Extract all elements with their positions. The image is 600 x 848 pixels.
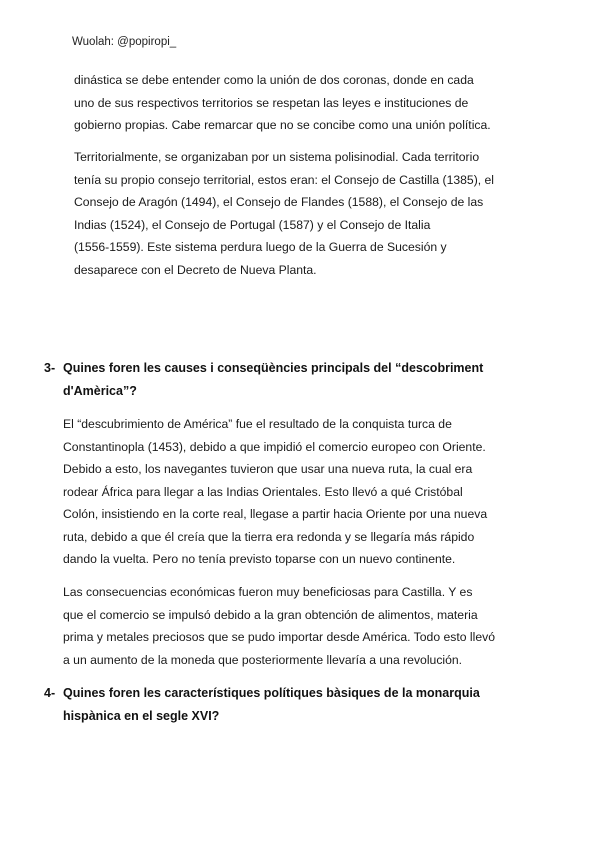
text-line: Colón, insistiendo en la corte real, llegase a partir hacia Oriente por una nueva (63, 507, 488, 521)
paragraph-descubrimiento (63, 413, 543, 571)
text-line: prima y metales preciosos que se pudo importar desde América. Todo esto llevó (63, 630, 495, 644)
paragraph-territorial (74, 146, 536, 281)
question-line: Quines foren les causes i conseqüències principals del “descobriment (63, 361, 484, 375)
text-line: Constantinopla (1453), debido a que impidió el comercio europeo con Oriente. (63, 439, 486, 454)
text-line: uno de sus respectivos territorios se respetan las leyes e instituciones de (74, 95, 469, 110)
question-number: 3- (44, 361, 56, 375)
text-line: Indias (1524), el Consejo de Portugal (1587) y el Consejo de Italia (74, 217, 431, 232)
question-number: 4- (44, 686, 56, 700)
question-line: d'Amèrica”? (63, 383, 137, 398)
question-line: Quines foren les característiques polítiques bàsiques de la monarquia (63, 686, 480, 700)
text-line: Las consecuencias económicas fueron muy beneficiosas para Castilla. Y es (63, 585, 473, 599)
header-watermark: Wuolah: @popiropi_ (72, 36, 177, 48)
text-line: gobierno propias. Cabe remarcar que no se concibe como una unión política. (74, 118, 491, 132)
text-line: desaparece con el Decreto de Nueva Planta. (74, 262, 317, 277)
paragraph-dinastica (74, 69, 536, 137)
question-line: hispànica en el segle XVI? (63, 708, 220, 723)
text-line: (1556-1559). Este sistema perdura luego de la Guerra de Sucesión y (74, 240, 447, 254)
text-line: El “descubrimiento de América” fue el resultado de la conquista turca de (63, 417, 452, 431)
text-line: ruta, debido a que él creía que la tierra era redonda y se llegaría más rápido (63, 529, 475, 544)
text-line: dando la vuelta. Pero no tenía previsto toparse con un nuevo continente. (63, 552, 456, 566)
question-3-heading (44, 357, 544, 402)
text-line: que el comercio se impulsó debido a la gran obtención de alimentos, materia (63, 607, 478, 622)
text-line: tenía su propio consejo territorial, estos eran: el Consejo de Castilla (1385), el (74, 172, 495, 187)
text-line: a un aumento de la moneda que posteriormente llevaría a una revolución. (63, 652, 463, 667)
text-line: rodear África para llegar a las Indias Orientales. Esto llevó a qué Cristóbal (63, 484, 463, 499)
question-4-heading (44, 682, 544, 727)
text-line: Debido a esto, los navegantes tuvieron que usar una nueva ruta, la cual era (63, 462, 473, 476)
text-line: dinástica se debe entender como la unión de dos coronas, donde en cada (74, 73, 474, 87)
text-line: Consejo de Aragón (1494), el Consejo de Flandes (1588), el Consejo de las (74, 195, 484, 209)
text-line: Territorialmente, se organizaban por un sistema polisinodial. Cada territorio (74, 150, 480, 164)
paragraph-consecuencias (63, 581, 543, 671)
